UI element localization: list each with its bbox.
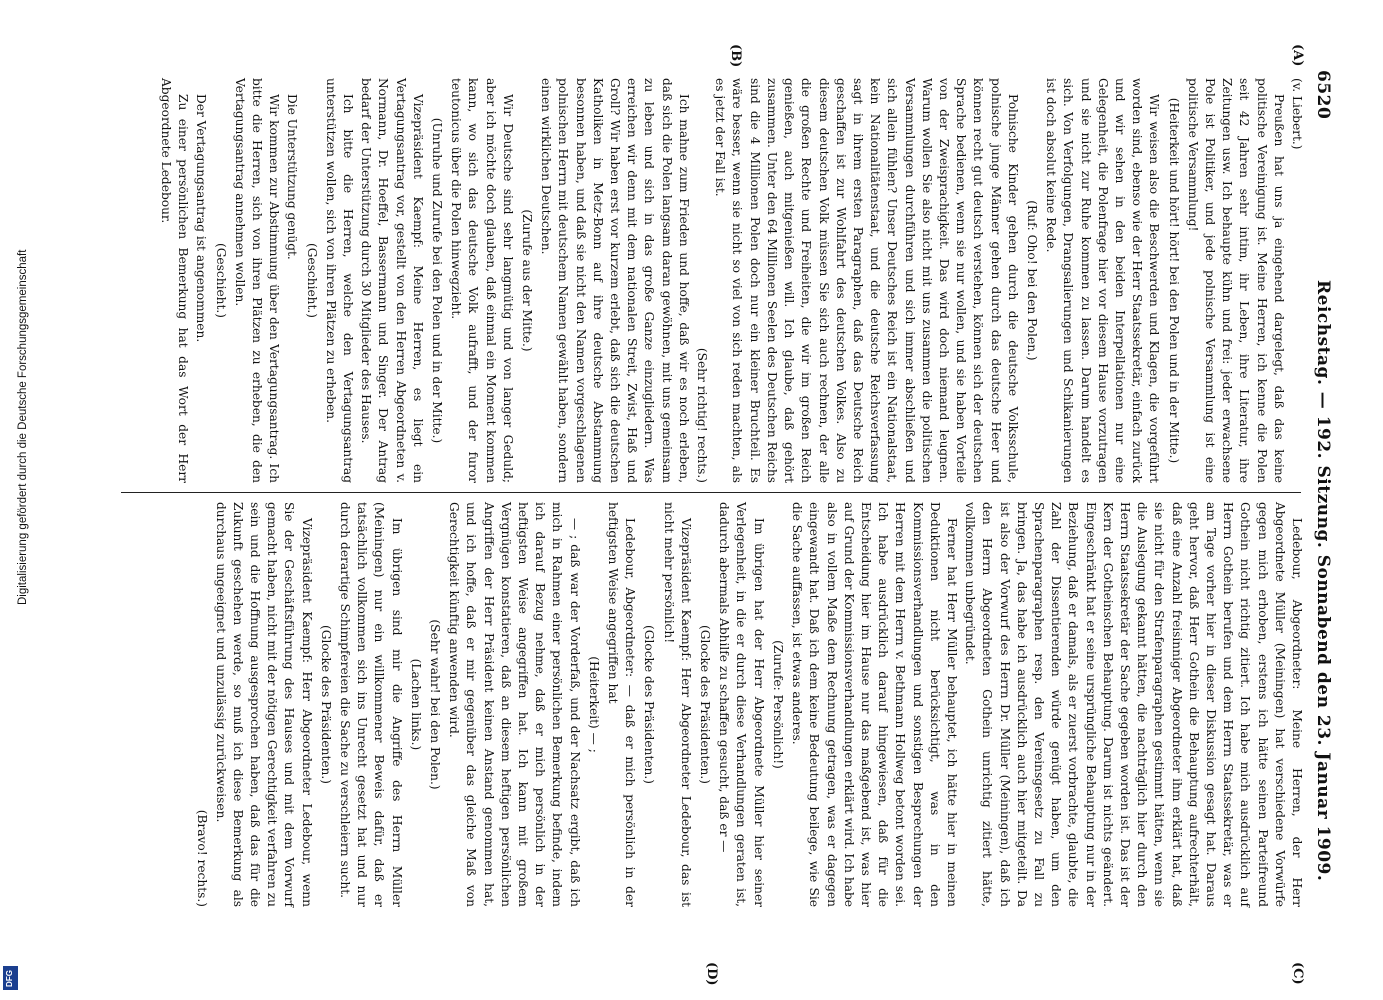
paragraph: Ich bitte die Herren, welche den Vertagungsantrag unterstützen wollen, sich von ihren Plätzen zu erheben. <box>323 78 356 483</box>
paragraph: Zu einer persönlichen Bemerkung hat das Wort der Herr Abgeordnete Ledebour. <box>159 78 191 483</box>
interjection: (Sehr wahr! bei den Polen.) <box>428 619 443 790</box>
interjection: (Glocke des Präsidenten.) <box>318 624 333 785</box>
interjection: (Heiterkeit) — ; <box>586 656 601 753</box>
paragraph: Im übrigen hat der Herr Abgeordnete Müller hier seiner Verlegenheit, in die er durch diese Verhandlungen geraten ist, dadurch abermals Abhilfe zu schaffen gesucht, daß er — <box>717 502 766 907</box>
interjection: (Zurufe aus der Mitte.) <box>520 209 535 352</box>
paragraph: Ich mahne zum Frieden und hoffe, daß wir es noch erleben, daß sich die Polen langsam daran gewöhnen, mit uns gemeinsam zu leben und sich in das große Ganze einzugliedern. Was erreichen wir denn mit dem nationalen Streit, Zwist, Haß und Groll? Wir haben erst vor kurzem erlebt, daß sich die deutschen Katholiken in Metz-Bonn auf ihre deutsche Abstammung besonnen haben, und daß sie nicht den Namen vorgeschlagenen polnischen Herrn mit deutschem Namen gewählt haben, sondern einen wirklichen Deutschen. <box>539 78 691 483</box>
paragraph: Vizepräsident Kaempf: Herr Abgeordneter Ledebour, wenn Sie der Geschäftsführung des Hauses und mit dem Vorwurf gemacht haben, nicht mit der nötigen Gerechtigkeit verfahren zu sein und die Hoffnung ausgesprochen haben, daß das für die Zukunft geschehen werde, so muß ich diese Bemerkung als durchaus ungeeignet und unzulässig zurückweisen. <box>213 502 314 907</box>
interjection: (Unruhe und Zurufe bei den Polen und in der Mitte.) <box>430 117 445 444</box>
paragraph: — ; daß war der Vorderfaß, und der Nachsatz ergibt, daß ich mich in Rahmen einer persönlichen Bemerkung befinde, indem ich darauf Bezug nehme, daß er mich persönlich in der heftigsten Weise angegriffen hat. Ich kann mit großem Vergnügen konstatieren, daß an diesem heftigen persönlichen Angriffen der Herr Präsident keinen Anstand genommen hat, und ich hoffe, daß er mir gegenüber das gleiche Maß von Gerechtigkeit künftig anwenden wird. <box>447 502 582 907</box>
paragraph: Preußen hat uns ja eingehend dargelegt, daß das keine politische Vereinigung ist. Meine Herren, ich kenne die Polen seit 42 Jahren sehr intim, ihr Leben, ihre Literatur, ihre Zeitungen usw. Ich behaupte kühn und frei: jeder erwachsene Pole ist Politiker, und jede polnische Versammlung ist eine politische Versammlung! <box>1185 78 1286 483</box>
margin-mark-a: (A) <box>1290 44 1305 67</box>
interjection: (Ruf: Oho! bei den Polen.) <box>1024 200 1039 361</box>
margin-mark-c: (C) <box>1290 962 1305 985</box>
paragraph: Polnische Kinder gehen durch die deutsche Volksschule, polnische junge Männer gehen durch das deutsche Heer und können recht gut deutsch verstehen, können sich der deutschen Sprache bedienen, wenn sie nur wollen, und sie haben Vorteile von der Zweisprachigkeit. Das wird doch niemand leugnen. Warum wollen Sie also nicht mit uns zusammen die politischen Versammlungen durchführen und sich immer abschließen und sich allein fühlen? Unser Deutsches Reich ist ein Nationalstaat, kein Nationalitätenstaat, und die deutsche Reichsverfassung sagt in ihrem ersten Paragraphen, daß das Deutsche Reich geschaffen ist zur Wohlfahrt des deutschen Volkes. Also zu diesem deutschen Volk müssen Sie sich auch rechnen, der alle die großen Rechte und Freiheiten, die wir im großen Reich genießen, auch mitgenießen will. Ich glaube, daß gehört zusammen. Unter den 64 Millionen Seelen des Deutschen Reichs sind die 4 Millionen Polen doch nur ein kleiner Bruchteil. Es wäre besser, wenn sie nicht so viel von sich reden machten, als es jetzt der Fall ist. <box>713 78 1020 483</box>
right-column <box>192 502 1305 907</box>
interjection: (Bravo! rechts.) <box>195 809 210 907</box>
interjection: (Zurufe: Persönlich!) <box>770 640 785 769</box>
paragraph: Ledebour, Abgeordneter: Meine Herren, der Herr Abgeordnete Müller (Meiningen) hat verschiedene Vorwürfe gegen mich erhoben, erstens ich hätte seinen Parteifreund Gothein nicht richtig zitiert. Ich habe mich ausdrücklich auf Herrn Gothein berufen und dem Herrn Staatssekretär, was er am Tage vorher hier in dieser Diskussion gesagt hat. Daraus geht hervor, daß Herr Gothein die Behauptung aufrechterhält, daß eine Anzahl freisinniger Abgeordneter ihm erklärt hat, daß sie nicht für den Strafenparagraphen gestimmt hätten, wenn sie die Auslegung gekannt hätten, die nachträglich hier durch den Herrn Staatssekretär der Sache gegeben worden ist. Das ist der Kern der Gotheinschen Behauptung. Darum ist nichts geändert. Eingeschränkt hat er seine ursprüngliche Behauptung nur in der Beziehung, daß er damals, als er zuerst vorbrachte, glaubte, die Zahl der Dissentierenden würde genügt haben, um den Sprachenparagraphen resp. den Vereinsgesetz zu Fall zu bringen. Ja, das habe ich ausdrücklich auch hier mitgeteilt. Da ist also der Vorwurf des Herrn Dr. Müller (Meiningen), daß ich den Herrn Abgeordneten Gothein unrichtig zitiert hätte, vollkommen unbegründet. <box>963 502 1304 907</box>
interjection: (Glocke des Präsidenten.) <box>642 624 657 785</box>
paragraph: Wir Deutsche sind sehr langmütig und von langer Geduld; aber ich möchte doch glauben, daß einmal ein Moment kommen kann, wo sich das deutsche Volk aufrafft, und der furor teutonicus über die Polen hinwegzieht. <box>449 78 515 483</box>
interjection: (Glocke des Präsidenten.) <box>698 624 713 785</box>
interjection: (Heiterkeit und hört! hört! bei den Polen und in der Mitte.) <box>1166 97 1181 464</box>
paragraph: Im übrigen sind mir die Angriffe des Herrn Müller (Meiningen) nur ein willkommener Beweis dafür, daß er tatsächlich vollkommen sich ins Unrecht gesetzt hat und nur durch derartige Schimpfereien die Sache zu verschleiern sucht. <box>338 502 404 907</box>
interjection: (Sehr richtig! rechts.) <box>695 347 710 483</box>
speaker-label: (v. Liebert.) <box>1290 78 1304 150</box>
dfg-credit: Digitalisierung gefördert durch die Deutsche Forschungsgemeinschaft <box>17 249 29 605</box>
dfg-logo: DFG <box>3 966 18 990</box>
column-divider <box>121 492 1301 493</box>
page-title: Reichstag. — 192. Sitzung. Sonnabend den 23. Januar 1909. <box>1313 280 1333 882</box>
paragraph: Vizepräsident Kaempf: Meine Herren, es liegt ein Vertagungsantrag vor, gestellt von den Herren Abgeordneten v. Normann, Dr. Hoeffel, Bassermann und Singer. Der Antrag bedarf der Unterstützung durch 30 Mitglieder des Hauses. <box>359 78 425 483</box>
page-header <box>1303 70 1335 960</box>
margin-mark-d: (D) <box>704 962 719 986</box>
interjection: (Geschieht.) <box>213 242 228 319</box>
paragraph: Die Unterstützung genügt. <box>285 94 300 260</box>
paragraph: Der Vertagungsantrag ist angenommen. <box>194 94 209 343</box>
paragraph: Wir weisen also die Beschwerden und Klagen, die vorgeführt worden sind, ebenso wie der Herr Staatssekretär, einfach zurück und wir sehen in den beiden Interpellationen nur eine Gelegenheit, die Polenfrage hier vor diesem Hause vorzutragen und sie nicht zur Ruhe kommen zu lassen. Darum handelt es sich. Von Verfolgungen, Drangsalierungen und Schikanierungen ist doch absolut keine Rede. <box>1044 78 1162 483</box>
interjection: (Lachen links.) <box>408 658 423 751</box>
paragraph: Vizepräsident Kaempf: Herr Abgeordneter Ledebour, das ist nicht mehr persönlich! <box>661 502 693 907</box>
paragraph: Ferner hat Herr Müller behauptet, ich hätte hier in meinen Deduktionen nicht berücksichtigt, was in den Kommissionsverhandlungen und sonstigen Besprechungen der Herren mit dem Herrn v. Bethmann Hollweg betont worden sei. Ich habe ausdrücklich darauf hingewiesen, daß für die Entscheidung hier im Hause nur das maßgebend ist, was hier auf Grund der Kommissionsverhandlungen erklärt wird. Ich habe also in vollem Maße dem Rechnung getragen, was er dagegen eingewandt hat. Daß ich dem keine Bedeutung beilege, wie Sie die Sache auffassen, ist etwas anderes. <box>790 502 959 907</box>
page-number: 6520 <box>1313 70 1333 120</box>
margin-mark-b: (B) <box>728 44 743 68</box>
paragraph: Wir kommen zur Abstimmung über den Vertagungsantrag. Ich bitte die Herren, sich von ihren Plätzen zu erheben, die den Vertagungsantrag annehmen wollen. <box>232 78 282 483</box>
digitization-sidebar <box>0 0 29 1000</box>
left-column <box>156 78 1305 483</box>
interjection: (Geschieht.) <box>304 242 319 319</box>
paragraph: Ledebour, Abgeordneter: — daß er mich persönlich in der heftigsten Weise angegriffen hat <box>606 502 638 907</box>
